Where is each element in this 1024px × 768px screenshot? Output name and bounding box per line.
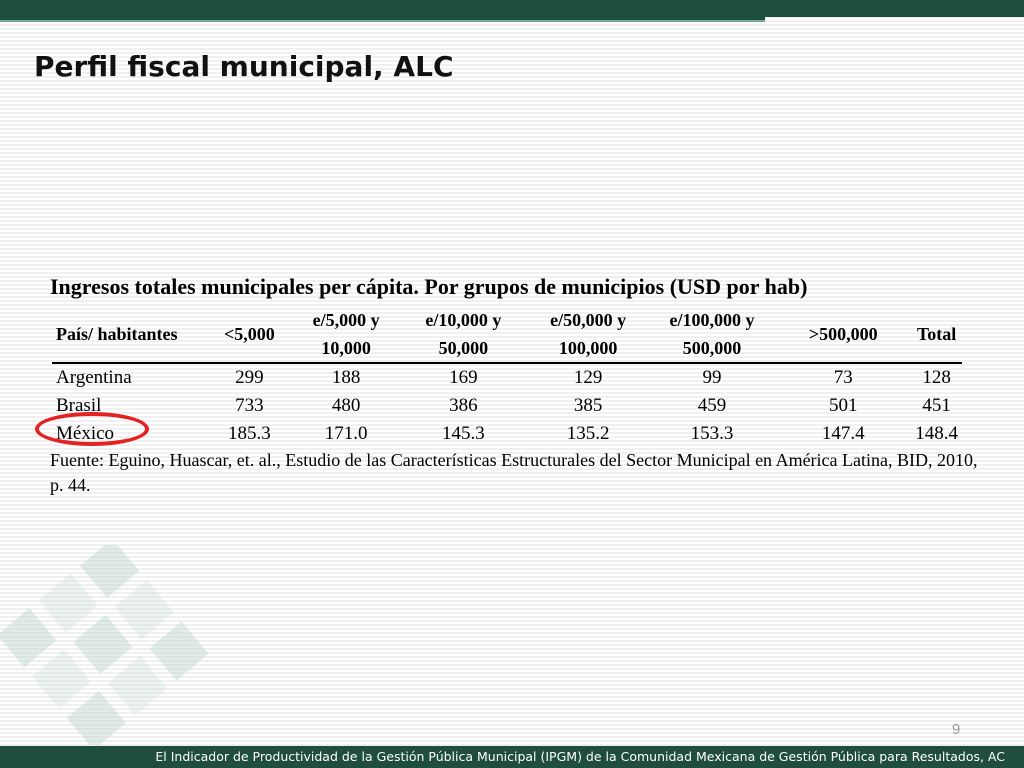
column-header-100000-500000: e/100,000 y 500,000 <box>649 306 775 363</box>
highlight-circle <box>35 412 149 446</box>
cell-value: 459 <box>697 395 727 416</box>
cell-value: 73 <box>833 367 853 388</box>
slide-title: Perfil fiscal municipal, ALC <box>34 50 454 83</box>
cell-total: 148.4 <box>915 423 958 444</box>
cell-value: 733 <box>235 395 264 416</box>
cell-value: 169 <box>449 367 478 388</box>
source-note: Fuente: Eguino, Huascar, et. al., Estudio de las Características Estructurales del Sector Municipal en América Latina, BID, 2010, p. 44. <box>50 450 978 495</box>
table-row <box>52 363 962 392</box>
cell-value: 299 <box>235 367 264 388</box>
cell-value: 185.3 <box>227 423 271 444</box>
column-header-country: País/ habitantes <box>52 306 206 363</box>
cell-value: 145.3 <box>442 423 485 444</box>
table-row-highlighted <box>52 420 962 448</box>
revenue-table <box>52 306 962 448</box>
column-header-over-500000: >500,000 <box>775 306 911 363</box>
column-header-total: Total <box>911 306 962 363</box>
footer-bar <box>0 746 1024 768</box>
page-number: 9 <box>952 721 961 738</box>
cell-value: 171.0 <box>324 423 368 444</box>
cell-country: México <box>56 423 115 444</box>
footer-text: El Indicador de Productividad de la Gestión Pública Municipal (IPGM) de la Comunidad Mexicana de Gestión Pública para Resultados, AC <box>155 749 1005 764</box>
cell-value: 147.4 <box>821 423 865 444</box>
table-title: Ingresos totales municipales per cápita. Por grupos de municipios (USD por hab) <box>50 274 808 299</box>
top-rule-accent <box>0 20 765 22</box>
cell-value: 480 <box>331 395 361 416</box>
cell-value: 386 <box>449 395 478 416</box>
cell-value: 129 <box>573 367 603 388</box>
top-bar <box>0 0 1024 17</box>
cell-value: 153.3 <box>690 423 734 444</box>
cell-country: Brasil <box>56 395 102 416</box>
cell-country: Argentina <box>56 367 132 388</box>
cell-value: 385 <box>573 395 603 416</box>
column-header-5000-10000: e/5,000 y 10,000 <box>293 306 400 363</box>
cell-value: 135.2 <box>566 423 610 444</box>
logo-watermark-icon <box>0 545 220 745</box>
cell-value: 99 <box>702 367 722 388</box>
column-header-10000-50000: e/10,000 y 50,000 <box>399 306 527 363</box>
cell-total: 451 <box>922 395 951 416</box>
column-header-under-5000: <5,000 <box>206 306 293 363</box>
column-header-50000-100000: e/50,000 y 100,000 <box>527 306 648 363</box>
table-header-row <box>52 306 962 363</box>
cell-value: 188 <box>331 367 361 388</box>
cell-total: 128 <box>922 367 951 388</box>
cell-value: 501 <box>828 395 858 416</box>
table-row <box>52 392 962 420</box>
